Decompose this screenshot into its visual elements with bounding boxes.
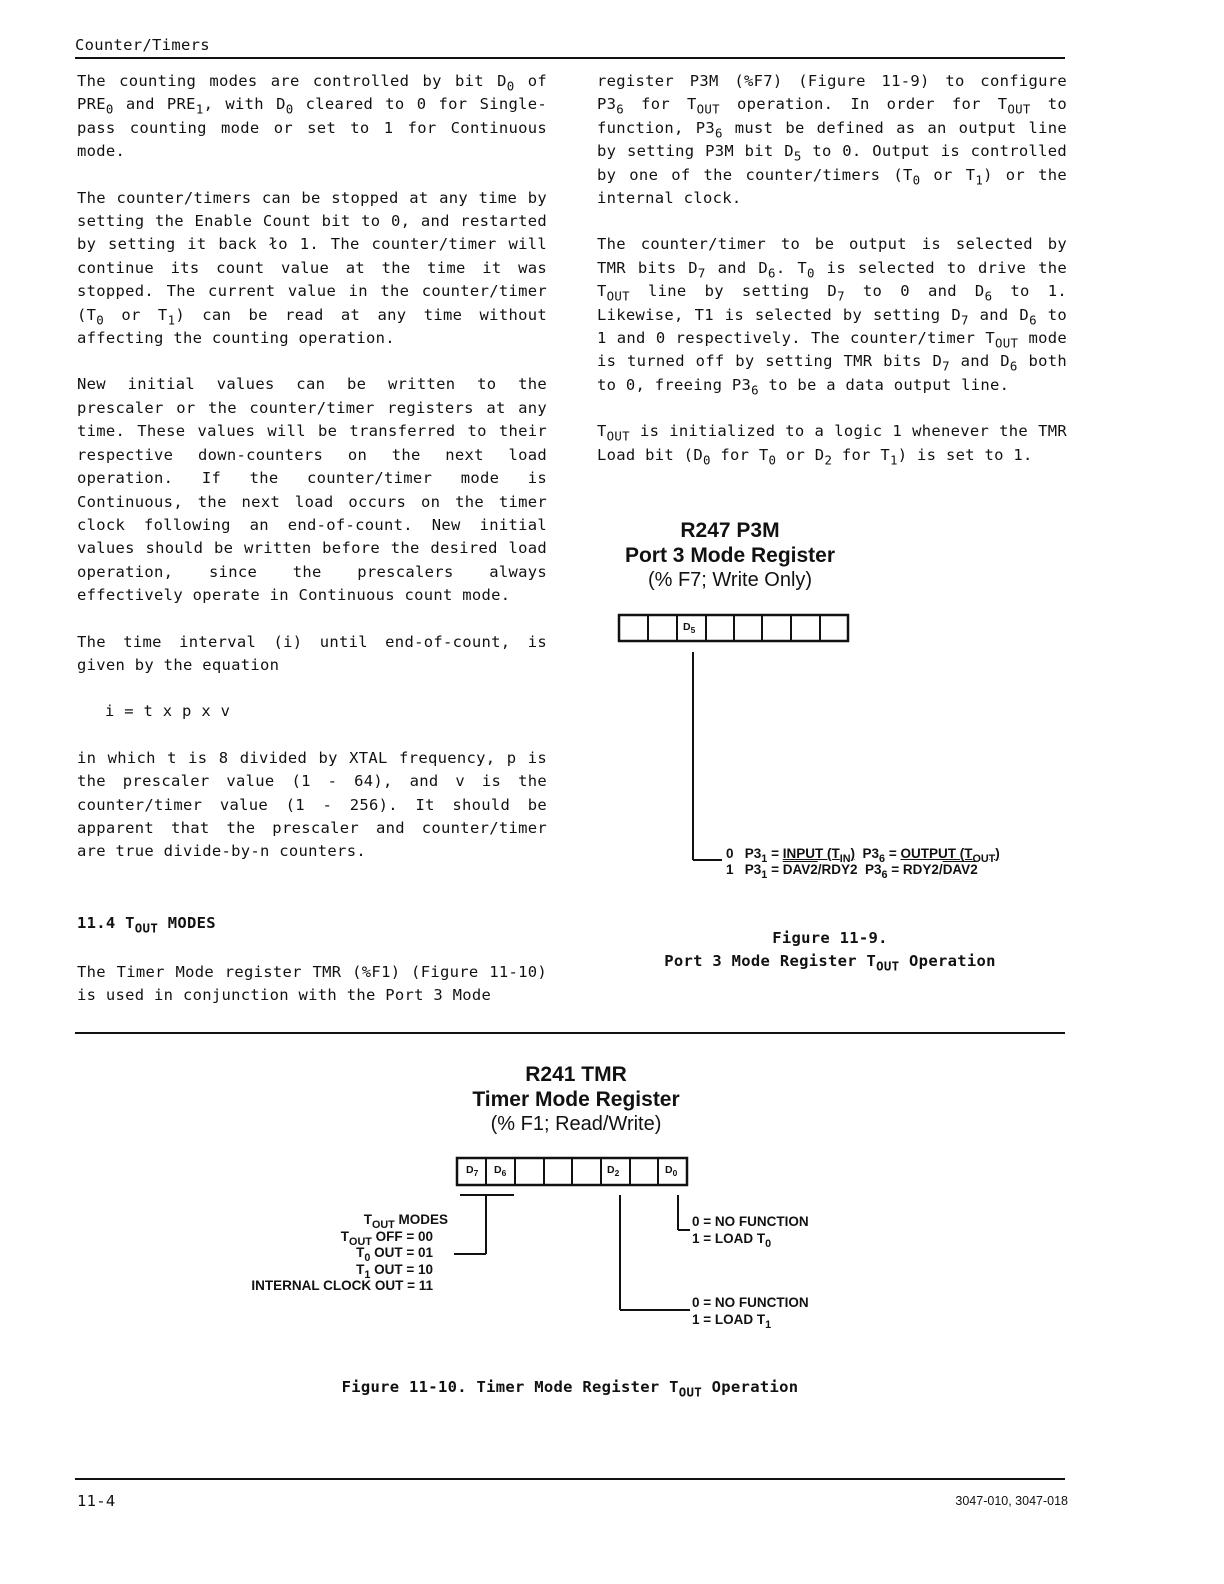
- fig9-bit-d5-label: $D_5$: [683, 621, 696, 635]
- fig9-line-0: 0 $P3_1$ = INPUT $(T_{IN}) P3_6$ = OUTPUT $(T_{OUT})$: [726, 846, 1000, 865]
- running-header: Counter/Timers: [75, 36, 210, 54]
- para-initial-values: New initial values can be written to the prescaler or the counter/timer registers at any time. These values will be transferred to their respective down-counters on the next load operation. If the counter/timer mode is Continuous, the next load occurs on the timer clock following an end-of-count. New initial values should be written before the desired load operation, since the prescalers always effectively operate in Continuous count mode.: [77, 375, 547, 605]
- equation: i = t x p x v: [105, 702, 231, 721]
- fig9-line-1: 1 $P3_1 = DAV2/RDY2$ $P3_6 = RDY2/DAV2$: [726, 862, 978, 881]
- right-column: [597, 70, 1067, 467]
- fig10-mode-off: $T_{OUT}$ OFF = 00: [340, 1228, 433, 1248]
- fig10-d0-no-function: 0 = NO FUNCTION: [692, 1214, 809, 1229]
- para-p3m-config: register P3M (%F7) (Figure 11-9) to configure $P3_6$ for $T_{OUT}$ operation. In order for $T_{OUT}$ to function, $P3_6$ must be defined as an output line by setting P3M bit $D_5$ to 0. Output is controlled by one of the counter/timers ($T_0$ or $T_1$) or the internal clock.: [597, 72, 1067, 208]
- fig10-tout-modes-legend: [200, 1212, 448, 1295]
- para-variables: in which t is 8 divided by XTAL frequency, p is the prescaler value (1 - 64), and v is the counter/timer value (1 - 256). It should be apparent that the prescaler and counter/timer are true divide-by-n counters.: [77, 748, 547, 861]
- footer-rule: [75, 1478, 1065, 1480]
- fig10-title-register: R241 TMR: [525, 1063, 627, 1086]
- figure-separator-rule: [75, 1032, 1065, 1034]
- fig10-title-access: (% F1; Read/Write): [490, 1113, 662, 1135]
- para-counting-modes: The counting modes are controlled by bit $D_0$ of $PRE_0$ and $PRE_1$, with $D_0$ cleared to 0 for Single-pass counting mode or set to 1 for Continuous mode.: [77, 72, 547, 161]
- left-column: [77, 70, 547, 887]
- fig10-title-name: Timer Mode Register: [472, 1088, 680, 1111]
- para-tmr-selection: The counter/timer to be output is selected by TMR bits $D_7$ and $D_6$. $T_0$ is selected to drive the $T_{OUT}$ line by setting $D_7$ to 0 and $D_6$ to 1. Likewise, T1 is selected by setting $D_7$ and $D_6$ to 1 and 0 respectively. The counter/timer $T_{OUT}$ mode is turned off by setting TMR bits $D_7$ and $D_6$ both to 0, freeing $P3_6$ to be a data output line.: [597, 235, 1068, 398]
- section-heading: 11.4 $T_{OUT}$ MODES: [77, 914, 216, 936]
- fig9-title-register: R247 P3M: [680, 519, 780, 542]
- header-rule: [75, 57, 1065, 59]
- fig9-caption-number: Figure 11-9.: [772, 929, 888, 947]
- fig10-bit-d7-label: $D_7$: [466, 1164, 479, 1178]
- fig9-title: [600, 518, 860, 593]
- page-number: 11-4: [77, 1492, 116, 1510]
- fig9-title-access: (% F7; Write Only): [647, 569, 813, 591]
- fig10-d2-legend: [692, 1295, 809, 1331]
- fig10-mode-t1: $T_1$ OUT = 10: [356, 1261, 433, 1281]
- fig10-d0-load: 1 = LOAD $T_0$: [692, 1230, 772, 1250]
- fig10-d2-load: 1 = LOAD $T_1$: [692, 1311, 772, 1331]
- fig10-d2-no-function: 0 = NO FUNCTION: [692, 1295, 809, 1310]
- fig9-title-name: Port 3 Mode Register: [624, 544, 836, 567]
- fig9-caption-text: Port 3 Mode Register $T_{OUT}$ Operation: [664, 952, 996, 974]
- fig10-mode-t0: $T_0$ OUT = 01: [356, 1245, 433, 1264]
- fig10-d0-legend: [692, 1214, 809, 1250]
- fig10-register-diagram: [440, 1150, 700, 1330]
- fig10-modes-heading: $T_{OUT}$ MODES: [363, 1212, 448, 1231]
- para-timer-mode: The Timer Mode register TMR (%F1) (Figure 11-10) is used in conjunction with the Port 3 Mode: [77, 963, 547, 1005]
- fig10-mode-internal: INTERNAL CLOCK OUT = 11: [251, 1278, 433, 1293]
- fig10-caption: Figure 11-10. Timer Mode Register $T_{OUT}$ Operation: [341, 1378, 799, 1400]
- fig10-bit-d6-label: $D_6$: [494, 1164, 507, 1178]
- para-time-interval: The time interval (i) until end-of-count, is given by the equation: [77, 632, 547, 674]
- para-stop-restart: The counter/timers can be stopped at any time by setting the Enable Count bit to 0, and restarted by setting it back ło 1. The counter/timer will continue its count value at the time it was stopped. The current value in the counter/timer ($T_0$ or $T_1$) can be read at any time without affecting the counting operation.: [77, 188, 547, 348]
- fig10-bit-d2-label: $D_2$: [607, 1164, 620, 1178]
- fig9-caption: [600, 927, 1060, 973]
- fig10-title: [446, 1062, 706, 1137]
- para-tout-init: $T_{OUT}$ is initialized to a logic 1 whenever the TMR Load bit ($D_0$ for $T_0$ or $D_2$ for $T_1$) is set to 1.: [597, 422, 1067, 468]
- document-id: 3047-010, 3047-018: [955, 1494, 1068, 1508]
- fig10-bit-d0-label: $D_0$: [665, 1164, 678, 1178]
